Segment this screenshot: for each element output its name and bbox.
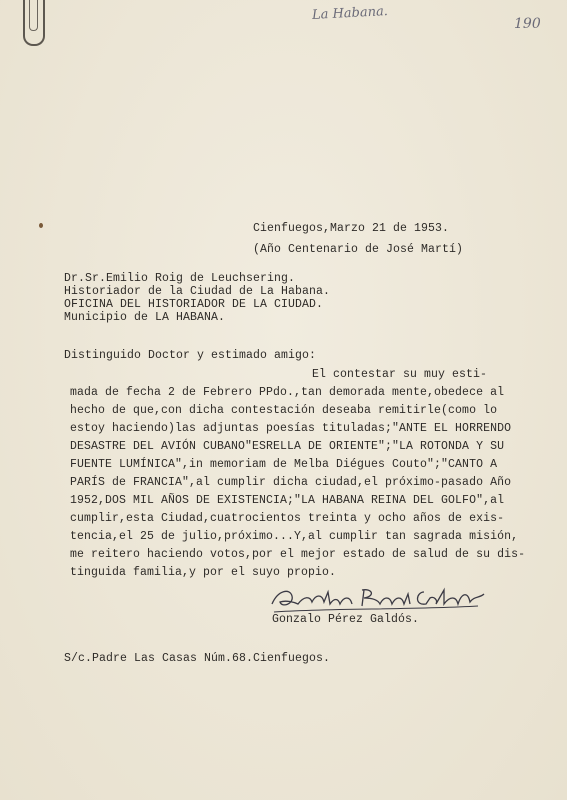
- recipient-line-1: Dr.Sr.Emilio Roig de Leuchsering.: [64, 272, 296, 285]
- body-line: PARÍS de FRANCIA",al cumplir dicha ciudad,el próximo-pasado Año: [70, 476, 512, 489]
- handwritten-signature: [268, 582, 490, 616]
- body-line: tinguida familia,y por el suyo propio.: [70, 566, 337, 579]
- body-line: DESASTRE DEL AVIÓN CUBANO"ESRELLA DE ORIENTE";"LA ROTONDA Y SU: [70, 440, 505, 453]
- paperclip-inner-icon: [29, 0, 38, 31]
- recipient-line-2: Historiador de la Ciudad de La Habana.: [64, 285, 331, 298]
- body-line: mada de fecha 2 de Febrero PPdo.,tan demorada mente,obedece al: [70, 386, 505, 399]
- date-line: Cienfuegos,Marzo 21 de 1953.: [253, 222, 450, 235]
- recipient-line-4: Municipio de LA HABANA.: [64, 311, 226, 324]
- body-line: estoy haciendo)las adjuntas poesías tituladas;"ANTE EL HORRENDO: [70, 422, 512, 435]
- body-line: cumplir,esta Ciudad,cuatrocientos treinta y ocho años de exis-: [70, 512, 505, 525]
- salutation: Distinguido Doctor y estimado amigo:: [64, 349, 317, 362]
- body-line: tencia,el 25 de julio,próximo...Y,al cumplir tan sagrada misión,: [70, 530, 519, 543]
- signature-name: Gonzalo Pérez Galdós.: [272, 613, 420, 626]
- ink-speck: [39, 223, 43, 228]
- body-line: me reitero haciendo votos,por el mejor estado de salud de su dis-: [70, 548, 526, 561]
- year-line: (Año Centenario de José Martí): [253, 243, 464, 256]
- address-line: S/c.Padre Las Casas Núm.68.Cienfuegos.: [64, 652, 331, 665]
- body-line: FUENTE LUMÍNICA",in memoriam de Melba Diégues Couto";"CANTO A: [70, 458, 498, 471]
- page-number: 190: [514, 16, 541, 32]
- body-line: 1952,DOS MIL AÑOS DE EXISTENCIA;"LA HABANA REINA DEL GOLFO",al: [70, 494, 505, 507]
- recipient-line-3: OFICINA DEL HISTORIADOR DE LA CIUDAD.: [64, 298, 324, 311]
- handwritten-note: La Habana.: [311, 4, 389, 23]
- body-line: hecho de que,con dicha contestación deseaba remitirle(como lo: [70, 404, 498, 417]
- body-line: El contestar su muy esti-: [312, 368, 488, 381]
